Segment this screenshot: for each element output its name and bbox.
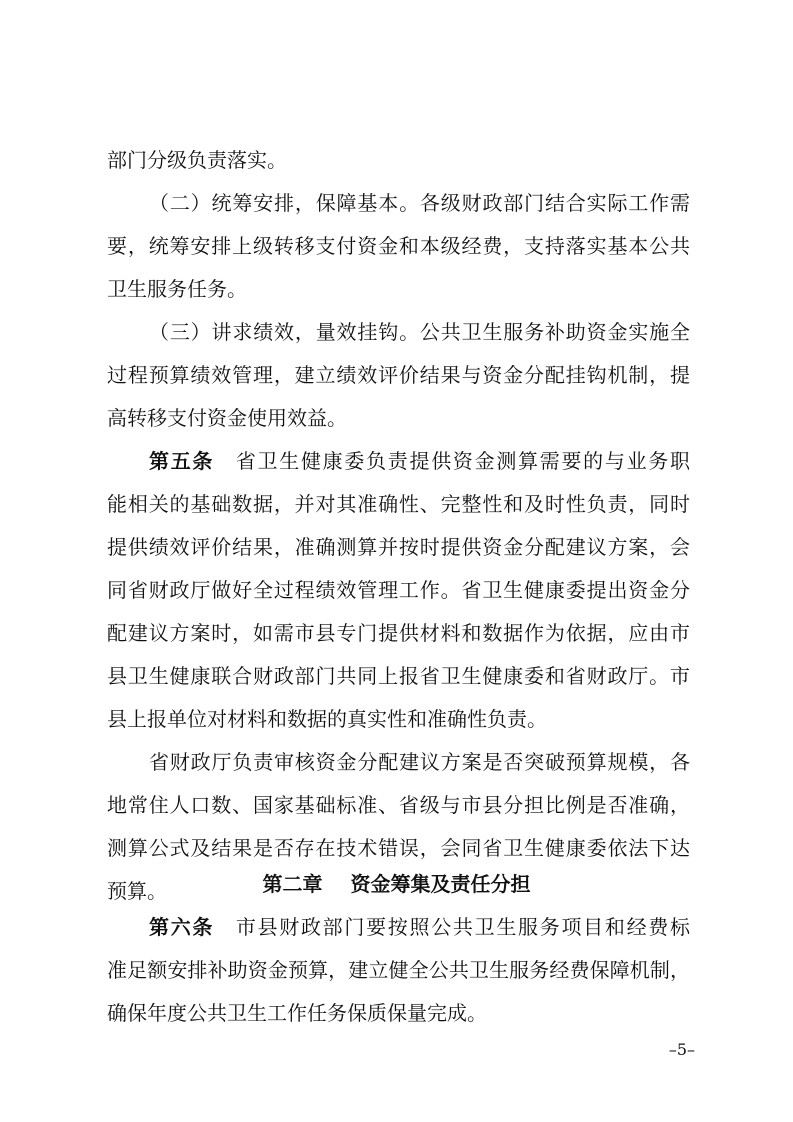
- text-line: 高转移支付资金使用效益。: [107, 406, 347, 430]
- text-line: 县上报单位对材料和数据的真实性和准确性负责。: [107, 707, 547, 731]
- chapter-number: 第二章: [262, 872, 323, 896]
- text-line: 过程预算绩效管理，建立绩效评价结果与资金分配挂钩机制，提: [107, 363, 690, 387]
- text-line: 同省财政厅做好全过程绩效管理工作。省卫生健康委提出资金分: [107, 578, 690, 602]
- article-6-label: 第六条: [149, 915, 215, 939]
- text-line: 部门分级负责落实。: [107, 148, 287, 172]
- text-line: 准足额安排补助资金预算，建立健全公共卫生服务经费保障机制，: [107, 958, 690, 982]
- text-line: （三）讲求绩效，量效挂钩。公共卫生服务补助资金实施全: [149, 320, 690, 344]
- article-6-first-line: 第六条 市县财政部门要按照公共卫生服务项目和经费标: [149, 915, 690, 939]
- text-line: 确保年度公共卫生工作任务保质保量完成。: [107, 1001, 487, 1025]
- text-line: 地常住人口数、国家基础标准、省级与市县分担比例是否准确，: [107, 793, 690, 817]
- text-line: 卫生服务任务。: [107, 277, 247, 301]
- text-line: 能相关的基础数据，并对其准确性、完整性和及时性负责，同时: [107, 492, 690, 516]
- text-line: 测算公式及结果是否存在技术错误，会同省卫生健康委依法下达: [107, 836, 690, 860]
- text-line: 县卫生健康联合财政部门共同上报省卫生健康委和省财政厅。市: [107, 664, 690, 688]
- text-line: 配建议方案时，如需市县专门提供材料和数据作为依据，应由市: [107, 621, 690, 645]
- text-line: 提供绩效评价结果，准确测算并按时提供资金分配建议方案，会: [107, 535, 690, 559]
- page-number: –5–: [668, 1040, 695, 1059]
- text-line: （二）统筹安排，保障基本。各级财政部门结合实际工作需: [149, 191, 690, 215]
- text-line: 省财政厅负责审核资金分配建议方案是否突破预算规模，各: [149, 750, 690, 774]
- article-5-label: 第五条: [149, 449, 215, 473]
- chapter-title: 资金筹集及责任分担: [350, 872, 531, 896]
- article-5-first-line: 第五条 省卫生健康委负责提供资金测算需要的与业务职: [149, 449, 690, 473]
- text-line: 要，统筹安排上级转移支付资金和本级经费，支持落实基本公共: [107, 234, 690, 258]
- chapter-heading: [0, 867, 793, 901]
- text-line: 预算。: [107, 879, 167, 903]
